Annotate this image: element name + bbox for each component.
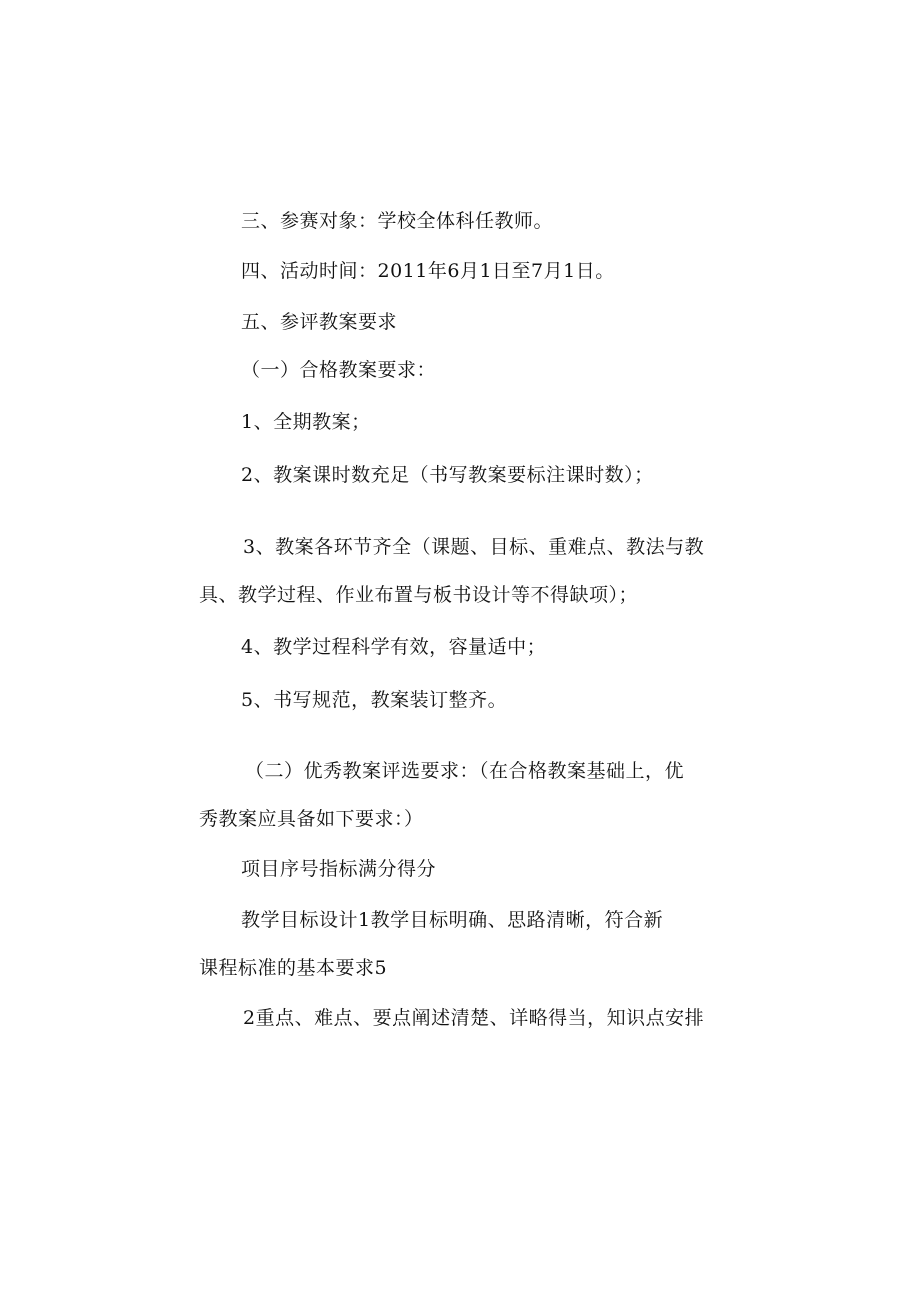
subsection-1-heading: （一）合格教案要求： [241, 359, 437, 381]
section-5-heading: 五、参评教案要求 [241, 311, 398, 333]
requirement-3-line-1: 3、教案各环节齐全（课题、目标、重难点、教法与教 [243, 536, 705, 558]
subsection-2-heading-line-1: （二）优秀教案评选要求：（在合格教案基础上，优 [245, 760, 685, 782]
requirement-5: 5、书写规范，教案装订整齐。 [241, 689, 508, 711]
requirement-3-line-2: 具、教学过程、作业布置与板书设计等不得缺项）； [199, 584, 639, 606]
table-row-1-line-1: 教学目标设计1教学目标明确、思路清晰，符合新 [241, 909, 664, 931]
requirement-1: 1、全期教案； [241, 411, 371, 433]
table-row-2-line-1: 2重点、难点、要点阐述清楚、详略得当，知识点安排 [243, 1007, 705, 1029]
subsection-2-heading-line-2: 秀教案应具备如下要求：） [199, 808, 424, 830]
table-header-row: 项目序号指标满分得分 [241, 858, 437, 880]
table-row-1-line-2: 课程标准的基本要求5 [199, 957, 388, 979]
requirement-4: 4、教学过程科学有效，容量适中； [241, 636, 547, 658]
section-3-participants: 三、参赛对象：学校全体科任教师。 [241, 210, 554, 232]
section-4-activity-time: 四、活动时间：2011年6月1日至7月1日。 [241, 260, 615, 282]
requirement-2: 2、教案课时数充足（书写教案要标注课时数）； [241, 464, 654, 486]
